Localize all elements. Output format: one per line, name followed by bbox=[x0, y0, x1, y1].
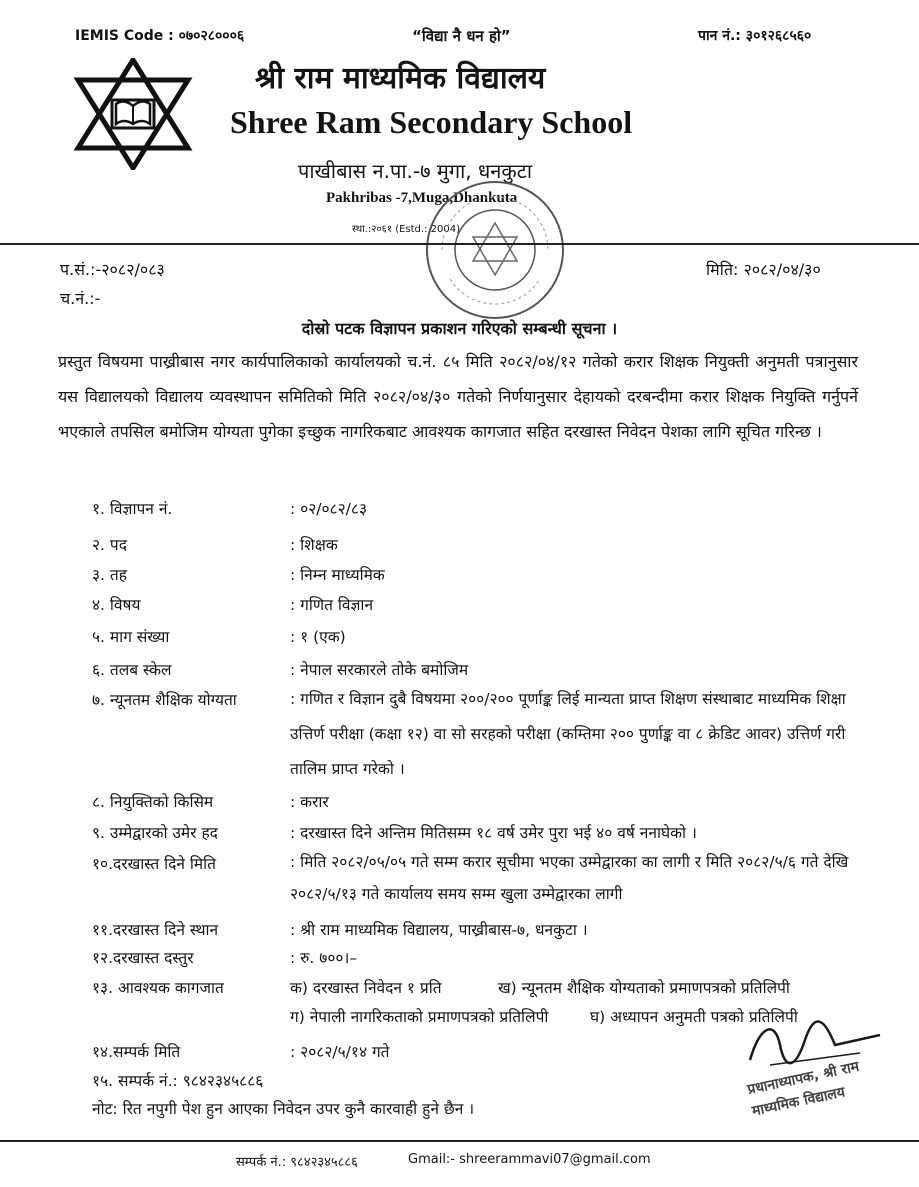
school-seal-stamp bbox=[420, 175, 570, 325]
item-label: ४. विषय bbox=[92, 596, 141, 614]
established-year: स्था.:२०६१ (Estd.: 2004) bbox=[352, 224, 460, 235]
letter-date: मिति: २०८२/०४/३० bbox=[706, 260, 821, 279]
item-value: : ०२/०८२/८३ bbox=[290, 500, 368, 518]
item-value: : निम्न माध्यमिक bbox=[290, 566, 385, 584]
item-label: १. विज्ञापन नं. bbox=[92, 500, 173, 518]
item-value: : नेपाल सरकारले तोके बमोजिम bbox=[290, 661, 469, 679]
item-label: २. पद bbox=[92, 536, 127, 554]
item-value: : गणित विज्ञान bbox=[290, 596, 374, 614]
document-item: ग) नेपाली नागरिकताको प्रमाणपत्रको प्रतिलिपी bbox=[290, 1008, 549, 1026]
item-label: १३. आवश्यक कागजात bbox=[92, 979, 224, 997]
footer-contact: सम्पर्क नं.: ९८४२३४५८८६ bbox=[236, 1155, 358, 1170]
notice-subject: दोस्रो पटक विज्ञापन प्रकाशन गरिएको सम्बन्धी सूचना । bbox=[301, 319, 618, 338]
footer-divider bbox=[0, 1140, 919, 1142]
item-label: ९. उम्मेद्वारको उमेर हद bbox=[92, 824, 218, 842]
item-value: : १ (एक) bbox=[290, 628, 346, 646]
item-value: : शिक्षक bbox=[290, 536, 338, 554]
pan-number: पान नं.: ३०१२६८५६० bbox=[698, 28, 812, 44]
address-nepali: पाखीबास न.पा.-७ मुगा, धनकुटा bbox=[298, 159, 533, 183]
item-value: : रु. ७००।– bbox=[290, 949, 358, 967]
item-value: : दरखास्त दिने अन्तिम मितिसम्म १८ वर्ष उमेर पुरा भई ४० वर्ष ननाघेको । bbox=[290, 824, 697, 842]
principal-stamp: प्रधानाध्यापक, श्री राम माध्यमिक विद्यालय bbox=[746, 1058, 861, 1120]
item-label: ६. तलब स्केल bbox=[92, 661, 172, 679]
school-logo-icon bbox=[72, 58, 194, 170]
item-value: : गणित र विज्ञान दुबै विषयमा २००/२०० पूर्णाङ्क लिई मान्यता प्राप्त शिक्षण संस्थाबाट माध्यमिक शिक्षा उत्तिर्ण परीक्षा (कक्षा १२) वा सो सरहको परीक्षा (कम्तिमा २०० पुर्णाङ्क वा ८ क्रेडिट आवर) उत्तिर्ण गरी तालिम प्राप्त गरेको । bbox=[290, 690, 846, 778]
item-value: : २०८२/५/१४ गते bbox=[290, 1043, 390, 1061]
item-label: १४.सम्पर्क मिति bbox=[92, 1043, 181, 1061]
item-label: ३. तह bbox=[92, 566, 127, 584]
header-divider bbox=[0, 243, 919, 245]
item-value: : श्री राम माध्यमिक विद्यालय, पाख्रीबास-७, धनकुटा । bbox=[290, 921, 588, 939]
note: नोट: रित नपुगी पेश हुन आएका निवेदन उपर कुनै कारवाही हुने छैन । bbox=[92, 1100, 475, 1118]
motto: “विद्या नै धन हो” bbox=[412, 27, 511, 45]
item-label: ५. माग संख्या bbox=[92, 628, 170, 646]
item-value: : मिति २०८२/०५/०५ गते सम्म करार सूचीमा भएका उम्मेद्वारका का लागी र मिति २०८२/५/६ गते देखि २०८२/५/१३ गते कार्यालय समय सम्म खुला उम्मेद्वारका लागी bbox=[290, 853, 849, 903]
iemis-code: IEMIS Code : ०७०२८०००६ bbox=[75, 28, 245, 44]
contact-number: १५. सम्पर्क नं.: ९८४२३४५८८६ bbox=[92, 1072, 264, 1090]
item-label: ८. नियुक्तिको किसिम bbox=[92, 793, 214, 811]
address-english: Pakhribas -7,Muga,Dhankuta bbox=[326, 190, 518, 206]
item-label: ११.दरखास्त दिने स्थान bbox=[92, 921, 219, 939]
footer-email: Gmail:- shreerammavi07@gmail.com bbox=[408, 1152, 651, 1167]
school-name-nepali: श्री राम माध्यमिक विद्यालय bbox=[255, 61, 546, 96]
item-label: ७. न्यूनतम शैक्षिक योग्यता bbox=[92, 691, 237, 709]
item-label: १०.दरखास्त दिने मिति bbox=[92, 855, 217, 873]
dispatch-number: च.नं.:- bbox=[60, 289, 101, 308]
item-label: १२.दरखास्त दस्तुर bbox=[92, 949, 194, 967]
document-item: घ) अध्यापन अनुमती पत्रको प्रतिलिपी bbox=[590, 1008, 798, 1026]
school-name-english: Shree Ram Secondary School bbox=[230, 104, 633, 140]
letter-number: प.सं.:-२०८२/०८३ bbox=[60, 260, 165, 279]
notice-body: प्रस्तुत विषयमा पाख्रीबास नगर कार्यपालिकाको कार्यालयको च.नं. ८५ मिति २०८२/०४/१२ गतेको करार शिक्षक नियुक्ती अनुमती पत्रानुसार यस विद्यालयको विद्यालय व्यवस्थापन समितिको मिति २०८२/०४/३० गतेको निर्णयानुसार देहायको दरबन्दीमा करार शिक्षक नियुक्ति गर्नुपर्ने भएकाले तपसिल बमोजिम योग्यता पुगेका इच्छुक नागरिकबाट आवश्यक कागजात सहित दरखास्त निवेदन पेशका लागि सूचित गरिन्छ । bbox=[58, 352, 858, 441]
item-value: : करार bbox=[290, 793, 329, 811]
document-item: ख) न्यूनतम शैक्षिक योग्यताको प्रमाणपत्रको प्रतिलिपी bbox=[498, 979, 790, 997]
document-item: क) दरखास्त निवेदन १ प्रति bbox=[290, 979, 442, 997]
